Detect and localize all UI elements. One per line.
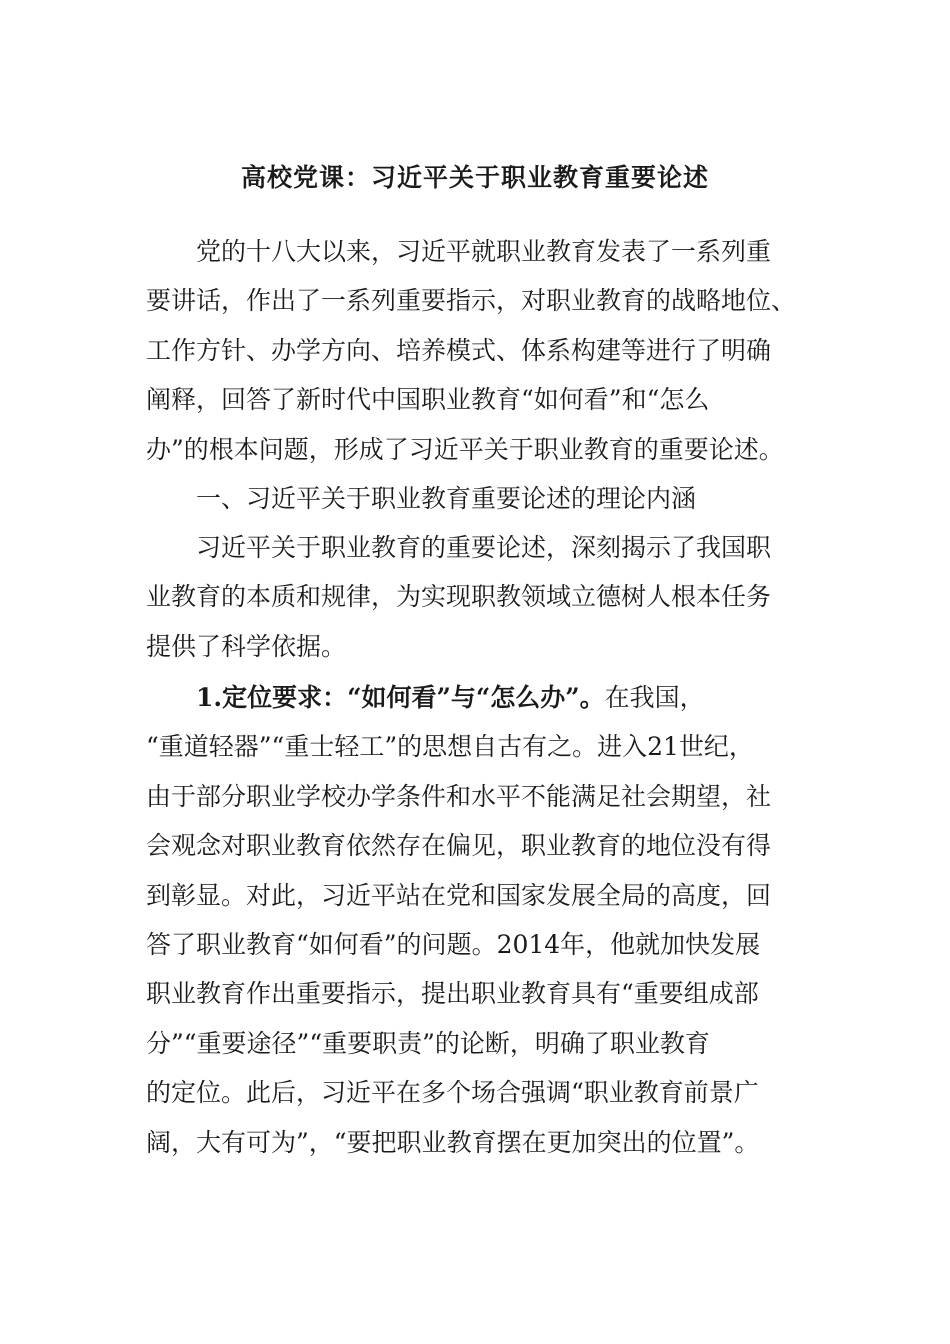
paragraph-first-line xyxy=(146,673,810,722)
paragraph-line: 阔，大有可为”，“要把职业教育摆在更加突出的位置”。 xyxy=(146,1127,760,1157)
paragraph-line: 由于部分职业学校办学条件和水平不能满足社会期望，社 xyxy=(146,781,772,811)
paragraph-line: 答了职业教育“如何看”的问题。2014年，他就加快发展 xyxy=(146,929,761,959)
paragraph-line: “重道轻器”“重士轻工”的思想自古有之。进入21世纪， xyxy=(146,732,754,762)
paragraph-line: 职业教育作出重要指示，提出职业教育具有“重要组成部 xyxy=(146,979,759,1009)
paragraph-line: 党的十八大以来，习近平就职业教育发表了一系列重 xyxy=(196,237,772,266)
paragraph-line: 的定位。此后，习近平在多个场合强调“职业教育前景广 xyxy=(146,1078,759,1108)
paragraph-line: 工作方针、办学方向、培养模式、体系构建等进行了明确 xyxy=(146,335,772,365)
paragraph-line: 要讲话，作出了一系列重要指示，对职业教育的战略地位、 xyxy=(146,286,797,316)
paragraph-line: 提供了科学依据。 xyxy=(146,631,347,661)
paragraph-line: 业教育的本质和规律，为实现职教领域立德树人根本任务 xyxy=(146,582,772,612)
paragraph-line: 会观念对职业教育依然存在偏见，职业教育的地位没有得 xyxy=(146,831,772,861)
paragraph-theory xyxy=(146,523,810,671)
paragraph-line: 阐释，回答了新时代中国职业教育“如何看”和“怎么 xyxy=(146,385,710,415)
paragraph-intro xyxy=(146,227,810,474)
bold-lead-heading: 1.定位要求：“如何看”与“怎么办”。 xyxy=(196,683,605,712)
paragraph-positioning xyxy=(146,673,810,1167)
section-heading: 一、习近平关于职业教育重要论述的理论内涵 xyxy=(196,484,697,513)
paragraph-line: 分”“重要途径”“重要职责”的论断，明确了职业教育 xyxy=(146,1028,710,1058)
document-title: 高校党课：习近平关于职业教育重要论述 xyxy=(240,163,709,192)
paragraph-line: 到彰显。对此，习近平站在党和国家发展全局的高度，回 xyxy=(146,880,772,910)
section-heading-block xyxy=(146,474,810,523)
paragraph-line: 办”的根本问题，形成了习近平关于职业教育的重要论述。 xyxy=(146,434,784,464)
paragraph-line: 习近平关于职业教育的重要论述，深刻揭示了我国职 xyxy=(196,533,772,562)
first-line-text: 在我国， xyxy=(604,683,705,712)
